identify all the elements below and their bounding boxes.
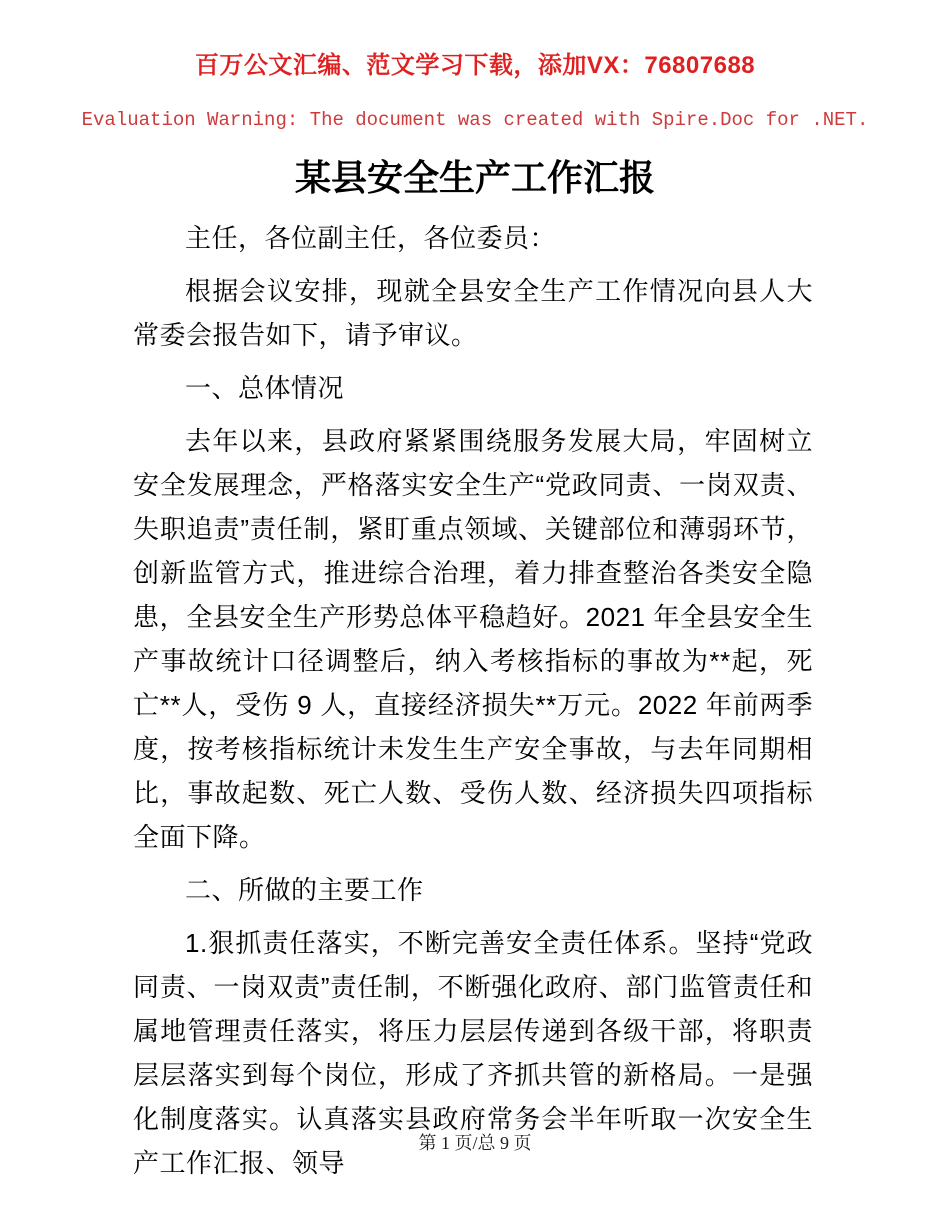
section-heading-1: 一、总体情况 <box>185 373 345 403</box>
document-body <box>133 216 813 1185</box>
paragraph-intro: 根据会议安排，现就全县安全生产工作情况向县人大常委会报告如下，请予审议。 <box>133 276 813 350</box>
section-heading-2: 二、所做的主要工作 <box>185 875 424 905</box>
paragraph-salutation: 主任，各位副主任，各位委员： <box>185 223 557 253</box>
page-number: 第 1 页/总 9 页 <box>418 1133 532 1153</box>
promo-banner: 百万公文汇编、范文学习下载，添加VX：76807688 <box>194 52 756 79</box>
paragraph-main-work: 1.狠抓责任落实，不断完善安全责任体系。坚持“党政同责、一岗双责”责任制，不断强化政府、部门监管责任和属地管理责任落实，将压力层层传递到各级干部，将职责层层落实到每个岗位，形成了齐抓共管的新格局。一是强化制度落实。认真落实县政府常务会半年听取一次安全生产工作汇报、领导 <box>133 928 813 1178</box>
evaluation-warning: Evaluation Warning: The document was created with Spire.Doc for .NET. <box>81 109 869 131</box>
paragraph-overview: 去年以来，县政府紧紧围绕服务发展大局，牢固树立安全发展理念，严格落实安全生产“党政同责、一岗双责、失职追责”责任制，紧盯重点领域、关键部位和薄弱环节，创新监管方式，推进综合治理，着力排查整治各类安全隐患，全县安全生产形势总体平稳趋好。2021 年全县安全生产事故统计口径调整后，纳入考核指标的事故为**起，死亡**人，受伤 9 人，直接经济损失**万元。2022 年前两季度，按考核指标统计未发生生产安全事故，与去年同期相比，事故起数、死亡人数、受伤人数、经济损失四项指标全面下降。 <box>133 426 813 852</box>
document-title: 某县安全生产工作汇报 <box>294 157 655 198</box>
